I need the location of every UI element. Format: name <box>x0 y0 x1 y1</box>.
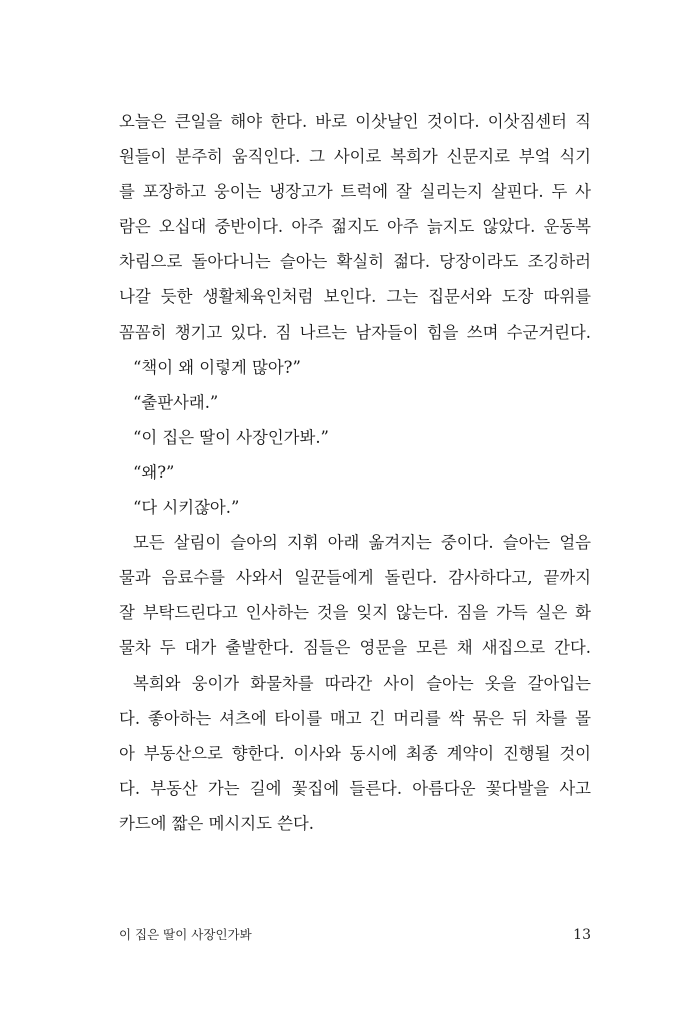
text-line: 다. 부동산 가는 길에 꽃집에 들른다. 아름다운 꽃다발을 사고 <box>119 778 591 798</box>
dialogue-line: “다 시키잖아.” <box>133 498 240 518</box>
text-line: 원들이 분주히 움직인다. 그 사이로 복희가 신문지로 부엌 식기 <box>119 147 591 167</box>
text-line: 모든 살림이 슬아의 지휘 아래 옮겨지는 중이다. 슬아는 얼음 <box>133 533 591 553</box>
text-line: 아 부동산으로 향한다. 이사와 동시에 최종 계약이 진행될 것이 <box>119 743 591 763</box>
page-number: 13 <box>573 927 591 943</box>
text-line: 다. 좋아하는 셔츠에 타이를 매고 긴 머리를 싹 묶은 뒤 차를 몰 <box>119 708 591 728</box>
dialogue-line: “이 집은 딸이 사장인가봐.” <box>133 427 329 447</box>
page-footer <box>119 925 591 945</box>
running-title: 이 집은 딸이 사장인가봐 <box>119 927 252 942</box>
text-line: 물과 음료수를 사와서 일꾼들에게 돌린다. 감사하다고, 끝까지 <box>119 568 591 588</box>
text-line: 오늘은 큰일을 해야 한다. 바로 이삿날인 것이다. 이삿짐센터 직 <box>119 112 591 131</box>
text-line: 꼼꼼히 챙기고 있다. 짐 나르는 남자들이 힘을 쓰며 수군거린다. <box>119 322 591 342</box>
dialogue-line: “책이 왜 이렇게 많아?” <box>133 357 301 377</box>
text-line: 복희와 웅이가 화물차를 따라간 사이 슬아는 옷을 갈아입는 <box>133 673 591 693</box>
text-line: 를 포장하고 웅이는 냉장고가 트럭에 잘 실리는지 살핀다. 두 사 <box>119 182 591 202</box>
body-text <box>119 104 591 841</box>
text-line: 람은 오십대 중반이다. 아주 젊지도 아주 늙지도 않았다. 운동복 <box>119 217 591 237</box>
text-line: 카드에 짧은 메시지도 쓴다. <box>119 813 315 833</box>
text-line: 차림으로 돌아다니는 슬아는 확실히 젊다. 당장이라도 조깅하러 <box>119 252 591 272</box>
dialogue-line: “출판사래.” <box>133 392 219 412</box>
text-line: 잘 부탁드린다고 인사하는 것을 잊지 않는다. 짐을 가득 실은 화 <box>119 603 591 623</box>
text-line: 물차 두 대가 출발한다. 짐들은 영문을 모른 채 새집으로 간다. <box>119 638 591 658</box>
dialogue-line: “왜?” <box>133 462 175 482</box>
text-line: 나갈 듯한 생활체육인처럼 보인다. 그는 집문서와 도장 따위를 <box>119 287 591 307</box>
